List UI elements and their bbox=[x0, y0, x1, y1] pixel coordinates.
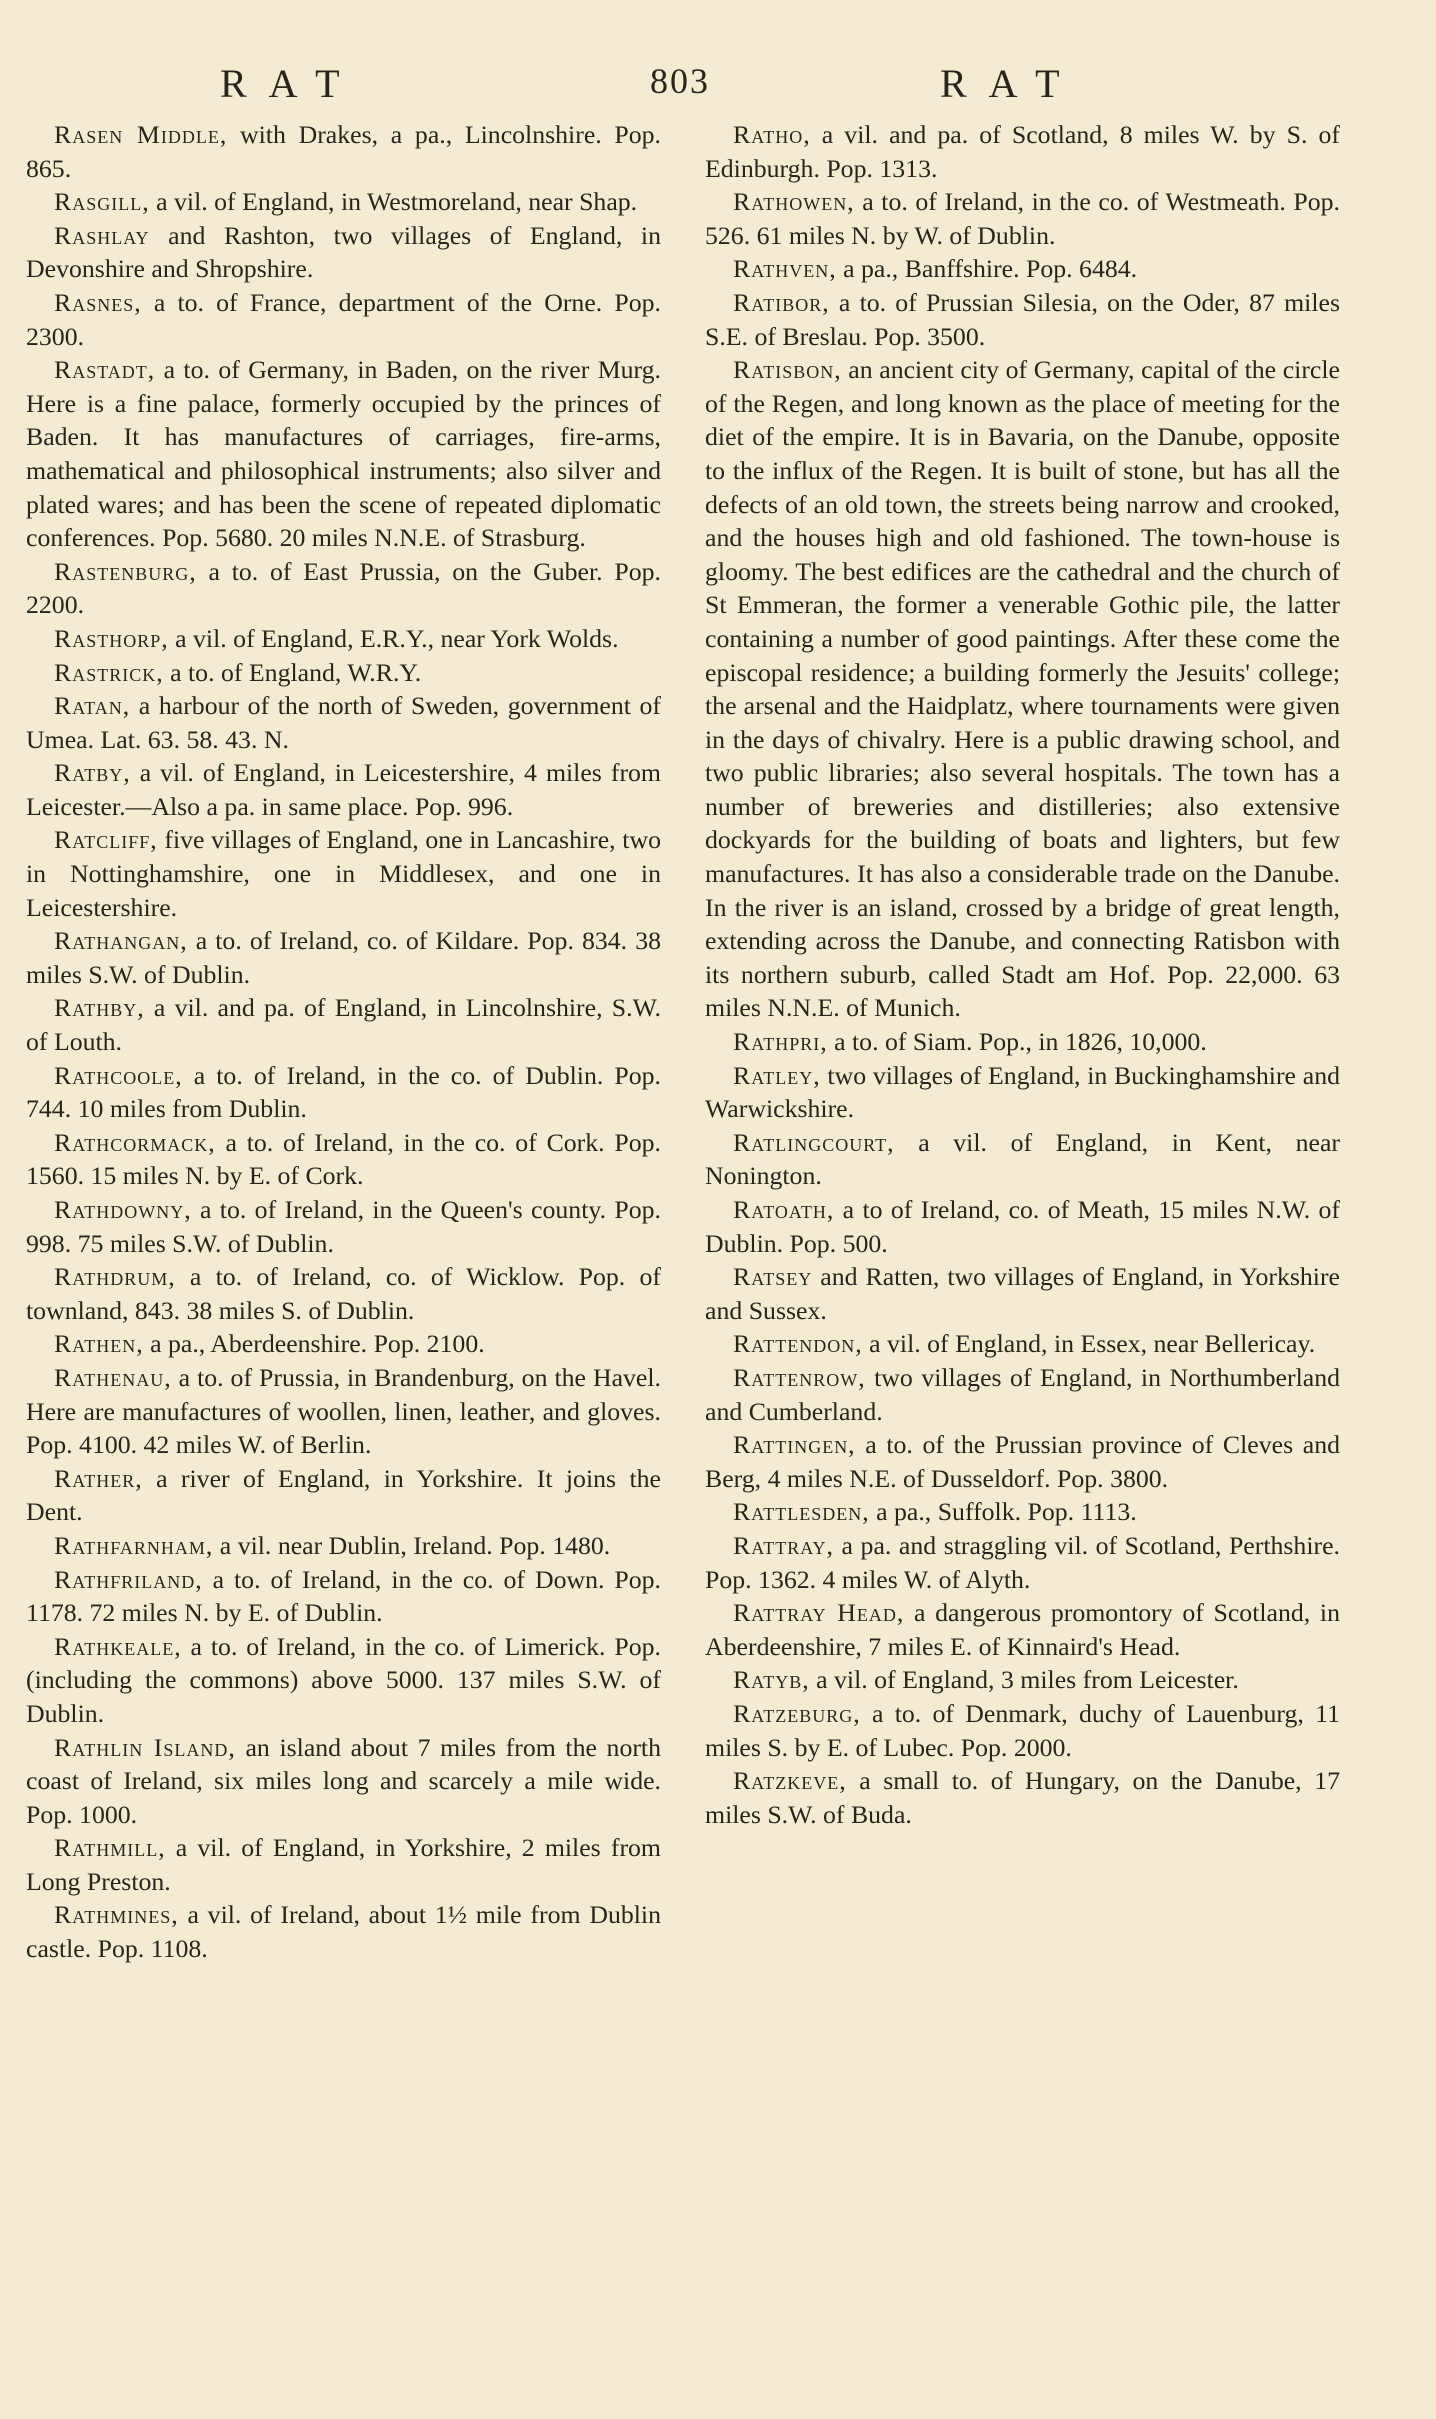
gazetteer-entry bbox=[26, 1361, 661, 1462]
entry-text: a dangerous promontory of Scotland, in Aberdeenshire, 7 miles E. of Kinnaird's Head. bbox=[705, 1598, 1340, 1661]
entry-headword: Rathcoole, bbox=[54, 1060, 183, 1090]
gazetteer-entry bbox=[26, 1260, 661, 1327]
entry-text: a vil. and pa. of Scotland, 8 miles W. by S. of Edinburgh. Pop. 1313. bbox=[705, 120, 1340, 183]
entry-text: two villages of England, in Buckinghamshire and Warwickshire. bbox=[705, 1060, 1340, 1124]
entry-text: a vil. of England, in Leicestershire, 4 miles from Leicester.—Also a pa. in same place. Pop. 996. bbox=[26, 758, 661, 821]
entry-headword: Rathkeale, bbox=[54, 1631, 182, 1661]
entry-text: and Ratten, two villages of England, in Yorkshire and Sussex. bbox=[705, 1262, 1340, 1325]
entry-text: a to. of Siam. Pop., in 1826, 10,000. bbox=[827, 1027, 1207, 1057]
entry-headword: Ratzeburg, bbox=[733, 1698, 861, 1728]
gazetteer-entry bbox=[26, 555, 661, 622]
entry-text: a to. of the Prussian province of Cleves and Berg, 4 miles N.E. of Dusseldorf. Pop. 3800. bbox=[705, 1430, 1340, 1493]
entry-headword: Ratcliff, bbox=[54, 825, 158, 855]
entry-headword: Rasthorp, bbox=[54, 623, 169, 653]
header-left-word: RAT bbox=[220, 61, 362, 106]
entry-headword: Ratby, bbox=[54, 758, 131, 788]
entry-headword: Rathenau, bbox=[54, 1362, 172, 1392]
entry-headword: Rathmill, bbox=[54, 1833, 166, 1863]
entry-text: a small to. of Hungary, on the Danube, 17 miles S.W. of Buda. bbox=[705, 1766, 1340, 1829]
gazetteer-entry bbox=[26, 924, 661, 991]
entry-headword: Rathven, bbox=[733, 254, 837, 284]
entry-headword: Rathfarnham, bbox=[54, 1530, 214, 1560]
entry-headword: Rattingen, bbox=[733, 1430, 856, 1460]
gazetteer-entry bbox=[26, 1898, 661, 1965]
entry-text: a to. of Ireland, in the co. of Westmeath. Pop. 526. 61 miles N. by W. of Dublin. bbox=[705, 187, 1340, 250]
header-right-word: RAT bbox=[940, 61, 1082, 106]
entry-headword: Rasen Middle, bbox=[54, 120, 228, 149]
entry-headword: Rattray, bbox=[733, 1530, 835, 1560]
gazetteer-entry bbox=[26, 1563, 661, 1630]
entry-headword: Ratho, bbox=[733, 120, 811, 149]
entry-headword: Rastrick, bbox=[54, 657, 164, 687]
entry-text: a vil. of England, in Westmoreland, near Shap. bbox=[149, 187, 638, 217]
entry-text: a to. of England, W.R.Y. bbox=[163, 657, 422, 687]
gazetteer-entry bbox=[26, 1529, 661, 1563]
entry-text: a vil. of England, 3 miles from Leicester. bbox=[809, 1665, 1239, 1695]
gazetteer-entry bbox=[26, 622, 661, 656]
gazetteer-entry bbox=[705, 1361, 1340, 1428]
entry-text: a to of Ireland, co. of Meath, 15 miles N.W. of Dublin. Pop. 500. bbox=[705, 1195, 1340, 1258]
entry-headword: Ratibor, bbox=[733, 287, 830, 317]
entry-headword: Rashlay bbox=[54, 220, 150, 250]
gazetteer-entry bbox=[26, 286, 661, 353]
gazetteer-entry bbox=[26, 1630, 661, 1731]
entry-headword: Rathfriland, bbox=[54, 1564, 203, 1594]
gazetteer-entry bbox=[26, 1327, 661, 1361]
entry-text: a vil. of England, in Kent, near Nonington. bbox=[705, 1127, 1340, 1191]
gazetteer-entry bbox=[705, 1428, 1340, 1495]
entry-text: a vil. of Ireland, about 1½ mile from Dublin castle. Pop. 1108. bbox=[26, 1900, 661, 1964]
gazetteer-entry bbox=[26, 823, 661, 924]
entry-headword: Rastenburg, bbox=[54, 556, 197, 586]
gazetteer-entry bbox=[26, 219, 661, 286]
gazetteer-entry bbox=[705, 1126, 1340, 1193]
entry-headword: Rattenrow, bbox=[733, 1362, 866, 1392]
gazetteer-entry bbox=[26, 689, 661, 756]
gazetteer-entry bbox=[705, 185, 1340, 252]
gazetteer-entry bbox=[26, 118, 661, 185]
gazetteer-entry bbox=[26, 353, 661, 555]
entry-text: a to. of Ireland, in the Queen's county. Pop. 998. 75 miles S.W. of Dublin. bbox=[26, 1195, 661, 1258]
entry-text: a vil. of England, E.R.Y., near York Wolds. bbox=[168, 623, 619, 653]
gazetteer-entry bbox=[705, 1764, 1340, 1831]
gazetteer-entry bbox=[26, 1193, 661, 1260]
entry-text: a to. of Ireland, in the co. of Down. Pop. 1178. 72 miles N. by E. of Dublin. bbox=[26, 1564, 661, 1628]
gazetteer-entry bbox=[26, 991, 661, 1058]
gazetteer-entry bbox=[705, 1260, 1340, 1327]
entry-headword: Ratisbon, bbox=[733, 355, 842, 385]
entry-text: and Rashton, two villages of England, in Devonshire and Shropshire. bbox=[26, 220, 661, 284]
entry-text: a to. of Prussian Silesia, on the Oder, 87 miles S.E. of Breslau. Pop. 3500. bbox=[705, 287, 1340, 351]
entry-headword: Rathby, bbox=[54, 993, 145, 1023]
gazetteer-entry bbox=[705, 1663, 1340, 1697]
entry-headword: Ratzkeve, bbox=[733, 1766, 847, 1796]
page-number: 803 bbox=[650, 61, 710, 101]
entry-headword: Rattlesden, bbox=[733, 1497, 870, 1527]
gazetteer-entry bbox=[26, 1126, 661, 1193]
entry-text: a vil. near Dublin, Ireland. Pop. 1480. bbox=[213, 1530, 611, 1560]
entry-text: with Drakes, a pa., Lincolnshire. Pop. 865. bbox=[26, 120, 662, 183]
entry-text: a vil. and pa. of England, in Lincolnshire, S.W. of Louth. bbox=[26, 993, 661, 1057]
gazetteer-entry bbox=[705, 252, 1340, 286]
gazetteer-entry bbox=[705, 1529, 1340, 1596]
entry-text: a to. of Ireland, co. of Kildare. Pop. 834. 38 miles S.W. of Dublin. bbox=[26, 926, 661, 989]
entry-text: a to. of Ireland, in the co. of Cork. Pop. 1560. 15 miles N. by E. of Cork. bbox=[26, 1127, 661, 1191]
entry-headword: Rasnes, bbox=[54, 287, 142, 317]
right-column bbox=[705, 118, 1340, 1831]
gazetteer-entry bbox=[705, 118, 1340, 185]
gazetteer-entry bbox=[705, 1596, 1340, 1663]
entry-text: a to. of Germany, in Baden, on the river Murg. Here is a fine palace, formerly occupied by the princes of Baden. It has manufactures of carriages, fire-arms, mathematical and philosophical instruments; also silver and plated wares; and has been the scene of repeated diplomatic conferences. Pop. 5680. 20 miles N.N.E. of Strasburg. bbox=[26, 355, 661, 553]
entry-headword: Rastadt, bbox=[54, 355, 156, 385]
entry-text: an ancient city of Germany, capital of the circle of the Regen, and long known as the place of meeting for the diet of the empire. It is in Bavaria, on the Danube, opposite to the influx of the Regen. It is built of stone, but has all the defects of an old town, the streets being narrow and crooked, and the houses high and old fashioned. The town-house is gloomy. The best edifices are the cathedral and the church of St Emmeran, the former a venerable Gothic pile, the latter containing a number of good paintings. After these come the episcopal residence; a building formerly the Jesuits' college; the arsenal and the Haidplatz, where tournaments were given in the days of chivalry. Here is a public drawing school, and two public libraries; also several hospitals. The town has a number of breweries and distilleries; also extensive dockyards for the building of boats and lighters, but few manufactures. It has also a considerable trade on the Danube. In the river is an island, crossed by a bridge of great length, extending across the Danube, and connecting Ratisbon with its northern suburb, called Stadt am Hof. Pop. 22,000. 63 miles N.N.E. of Munich. bbox=[705, 355, 1340, 1023]
entry-headword: Rathmines, bbox=[54, 1900, 179, 1930]
entry-text: a to. of Ireland, co. of Wicklow. Pop. of townland, 843. 38 miles S. of Dublin. bbox=[26, 1262, 661, 1325]
gazetteer-entry bbox=[26, 1831, 661, 1898]
gazetteer-entry bbox=[705, 1193, 1340, 1260]
gazetteer-entry bbox=[705, 1025, 1340, 1059]
entry-text: five villages of England, one in Lancashire, two in Nottinghamshire, one in Middlesex, and one in Leicestershire. bbox=[26, 825, 661, 922]
gazetteer-entry bbox=[26, 1462, 661, 1529]
entry-text: a to. of Ireland, in the co. of Dublin. Pop. 744. 10 miles from Dublin. bbox=[26, 1060, 661, 1124]
gazetteer-entry bbox=[26, 756, 661, 823]
entry-text: a to. of Ireland, in the co. of Limerick. Pop. (including the commons) above 5000. 137 miles S.W. of Dublin. bbox=[26, 1631, 661, 1728]
entry-text: a pa., Suffolk. Pop. 1113. bbox=[869, 1497, 1137, 1527]
gazetteer-entry bbox=[705, 1327, 1340, 1361]
entry-headword: Rathlin Island, bbox=[54, 1732, 236, 1762]
entry-text: a vil. of England, in Essex, near Bellericay. bbox=[862, 1329, 1316, 1359]
entry-text: a pa. and straggling vil. of Scotland, Perthshire. Pop. 1362. 4 miles W. of Alyth. bbox=[705, 1530, 1340, 1594]
entry-headword: Rathowen, bbox=[733, 187, 855, 217]
entry-headword: Ratley, bbox=[733, 1060, 821, 1090]
gazetteer-entry bbox=[26, 1731, 661, 1832]
entry-headword: Rather, bbox=[54, 1463, 143, 1493]
gazetteer-entry bbox=[26, 656, 661, 690]
entry-text: a to. of Prussia, in Brandenburg, on the Havel. Here are manufactures of woollen, linen, leather, and gloves. Pop. 4100. 42 miles W. of Berlin. bbox=[26, 1362, 661, 1460]
gazetteer-entry bbox=[26, 185, 661, 219]
entry-text: a vil. of England, in Yorkshire, 2 miles from Long Preston. bbox=[26, 1833, 661, 1896]
entry-headword: Rasgill, bbox=[54, 187, 150, 217]
entry-text: two villages of England, in Northumberland and Cumberland. bbox=[705, 1362, 1340, 1426]
entry-text: a river of England, in Yorkshire. It joins the Dent. bbox=[26, 1463, 661, 1527]
entry-text: a pa., Aberdeenshire. Pop. 2100. bbox=[143, 1329, 485, 1359]
gazetteer-entry bbox=[705, 1059, 1340, 1126]
entry-text: a harbour of the north of Sweden, government of Umea. Lat. 63. 58. 43. N. bbox=[26, 691, 661, 754]
entry-headword: Rathangan, bbox=[54, 926, 188, 956]
entry-text: a to. of East Prussia, on the Guber. Pop. 2200. bbox=[26, 556, 661, 620]
entry-headword: Ratyb, bbox=[733, 1665, 810, 1695]
entry-headword: Rattray Head, bbox=[733, 1598, 905, 1628]
entry-headword: Rattendon, bbox=[733, 1329, 863, 1359]
entry-headword: Ratlingcourt, bbox=[733, 1127, 895, 1157]
entry-headword: Rathdowny, bbox=[54, 1195, 192, 1224]
entry-headword: Rathcormack, bbox=[54, 1127, 216, 1157]
entry-text: a to. of Denmark, duchy of Lauenburg, 11 miles S. by E. of Lubec. Pop. 2000. bbox=[705, 1698, 1340, 1762]
left-column bbox=[26, 118, 661, 1966]
gazetteer-entry bbox=[705, 286, 1340, 353]
entry-headword: Rathdrum, bbox=[54, 1262, 176, 1292]
gazetteer-entry bbox=[705, 353, 1340, 1025]
entry-text: a to. of France, department of the Orne. Pop. 2300. bbox=[26, 287, 661, 351]
running-header bbox=[220, 60, 1220, 110]
entry-text: a pa., Banffshire. Pop. 6484. bbox=[836, 254, 1138, 284]
gazetteer-entry bbox=[705, 1697, 1340, 1764]
entry-headword: Ratoath, bbox=[733, 1195, 835, 1224]
entry-headword: Ratsey bbox=[733, 1262, 813, 1292]
entry-headword: Ratan, bbox=[54, 691, 131, 721]
gazetteer-entry bbox=[26, 1059, 661, 1126]
entry-text: an island about 7 miles from the north coast of Ireland, six miles long and scarcely a mile wide. Pop. 1000. bbox=[26, 1732, 661, 1829]
entry-headword: Rathen, bbox=[54, 1329, 144, 1359]
entry-headword: Rathpri, bbox=[733, 1027, 828, 1057]
gazetteer-entry bbox=[705, 1495, 1340, 1529]
